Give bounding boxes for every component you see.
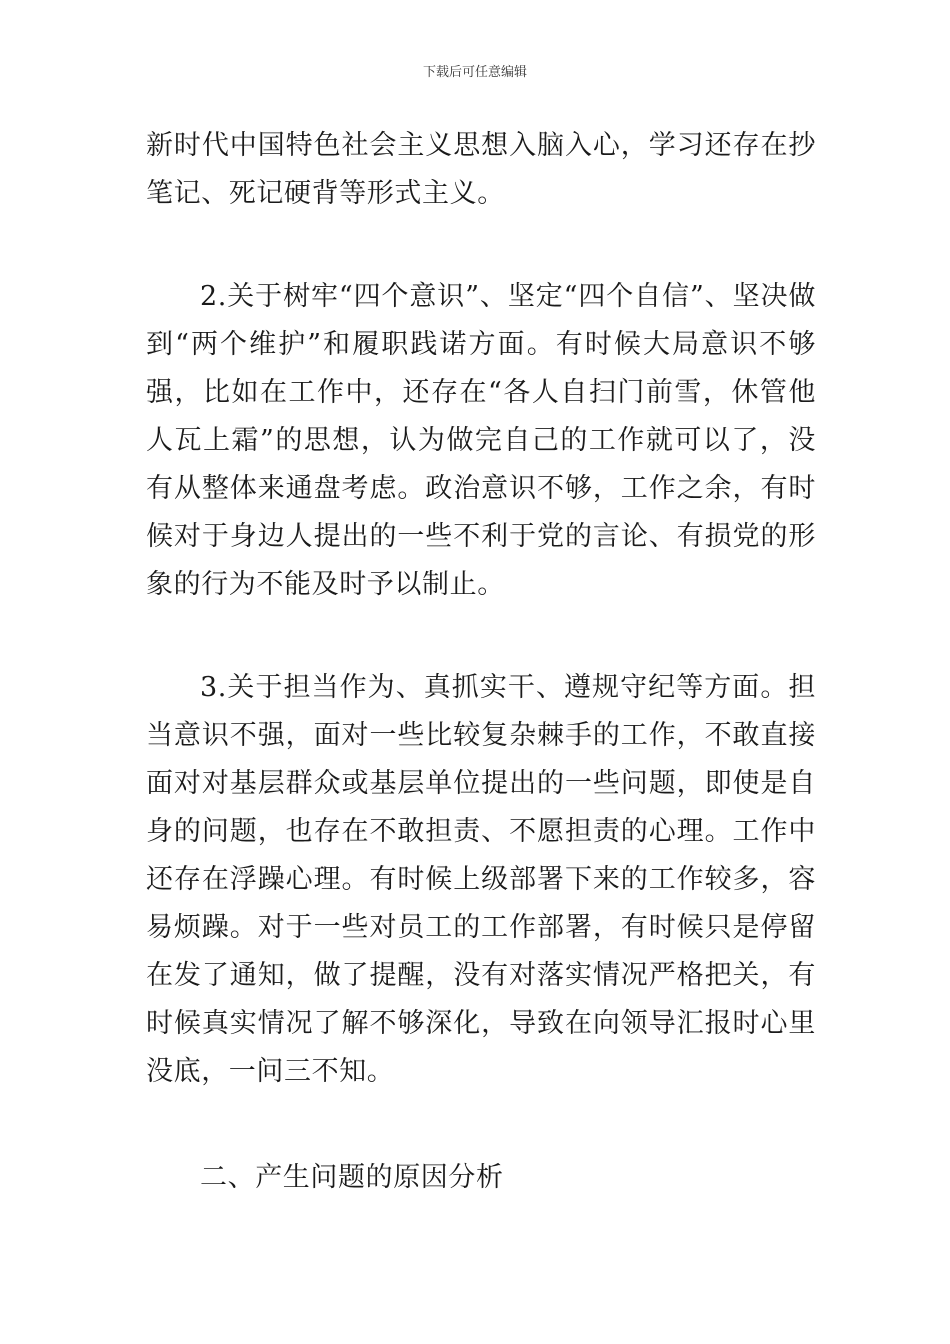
paragraph-responsibility: 3.关于担当作为、真抓实干、遵规守纪等方面。担当意识不强，面对一些比较复杂棘手的工作，不敢直接面对对基层群众或基层单位提出的一些问题，即使是自身的问题，也存在不敢担责、不愿担责的心理。工作中还存在浮躁心理。有时候上级部署下来的工作较多，容易烦躁。对于一些对员工的工作部署，有时候只是停留在发了通知，做了提醒，没有对落实情况严格把关，有时候真实情况了解不够深化，导致在向领导汇报时心里没底，一问三不知。 bbox=[146, 672, 816, 1087]
paragraph-continuation: 新时代中国特色社会主义思想入脑入心，学习还存在抄笔记、死记硬背等形式主义。 bbox=[146, 130, 816, 209]
section-heading: 二、产生问题的原因分析 bbox=[200, 1162, 504, 1193]
paragraph-gap bbox=[146, 1096, 816, 1154]
document-body bbox=[146, 122, 816, 1202]
page-header-note: 下载后可任意编辑 bbox=[422, 65, 527, 80]
paragraph-gap bbox=[146, 609, 816, 664]
paragraph-four-consciousness: 2.关于树牢“四个意识”、坚定“四个自信”、坚决做到“两个维护”和履职践诺方面。有时候大局意识不够强，比如在工作中，还存在“各人自扫门前雪，休管他人瓦上霜”的思想，认为做完自己的工作就可以了，没有从整体来通盘考虑。政治意识不够，工作之余，有时候对于身边人提出的一些不利于党的言论、有损党的形象的行为不能及时予以制止。 bbox=[146, 281, 816, 600]
paragraph-gap bbox=[146, 218, 816, 273]
